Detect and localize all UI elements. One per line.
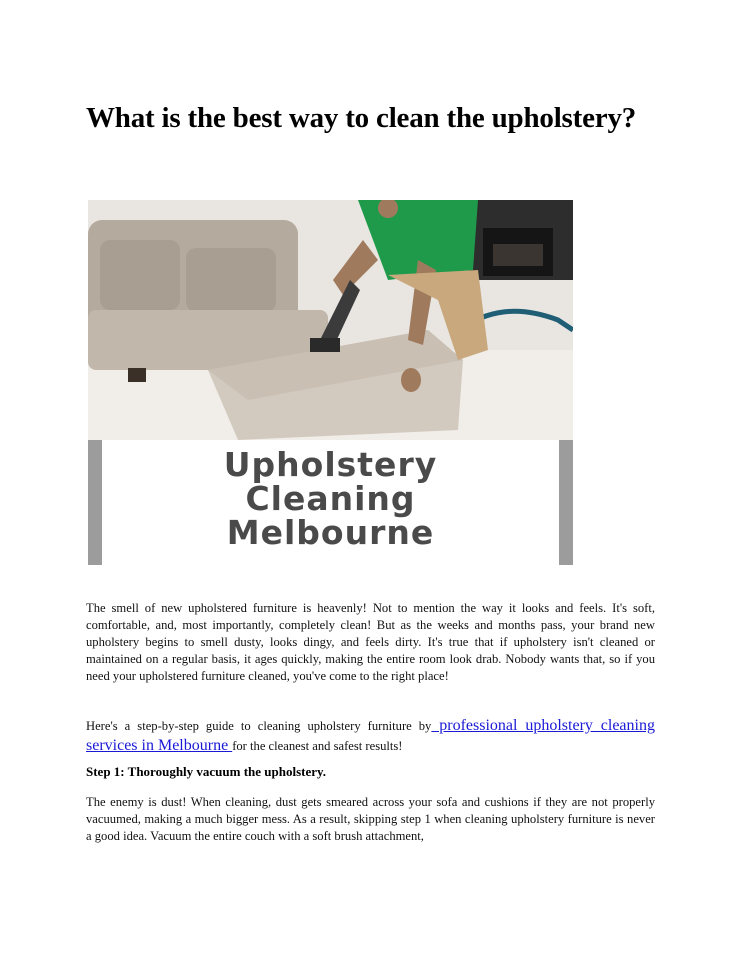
article-title: What is the best way to clean the upholstery?: [86, 102, 637, 134]
professional-upholstery-cleaning-link[interactable]: professional upholstery cleaning services in Melbourne: [86, 717, 655, 754]
guide-text-after: for the cleanest and safest results!: [232, 739, 403, 753]
caption-band: [88, 440, 573, 565]
guide-text-before: Here's a step-by-step guide to cleaning upholstery furniture by: [86, 719, 432, 733]
intro-paragraph: The smell of new upholstered furniture is heavenly! Not to mention the way it looks and feels. It's soft, comfortable, and, most importantly, completely clean! But as the weeks and months pass, your brand new upholstery begins to smell dusty, looks dingy, and feels dirty. It's true that if upholstery isn't cleaned or maintained on a regular basis, it ages quickly, making the entire room look drab. Nobody wants that, so if you need your upholstered furniture cleaned, you've come to the right place!: [86, 601, 655, 683]
caption-line-1: Upholstery: [223, 445, 438, 484]
guide-paragraph: [86, 716, 655, 756]
article-figure: [88, 200, 573, 565]
step-1-body: The enemy is dust! When cleaning, dust gets smeared across your sofa and cushions if they are not properly vacuumed, making a much bigger mess. As a result, skipping step 1 when cleaning upholstery furniture is never a good idea. Vacuum the entire couch with a soft brush attachment,: [86, 795, 655, 843]
caption-line-2: Cleaning: [245, 479, 416, 518]
caption-line-3: Melbourne: [226, 513, 435, 552]
step-1-heading: Step 1: Thoroughly vacuum the upholstery.: [86, 764, 327, 779]
upholstery-cleaning-photo: [88, 200, 573, 440]
upholstery-cleaning-photo-icon: [88, 200, 573, 440]
